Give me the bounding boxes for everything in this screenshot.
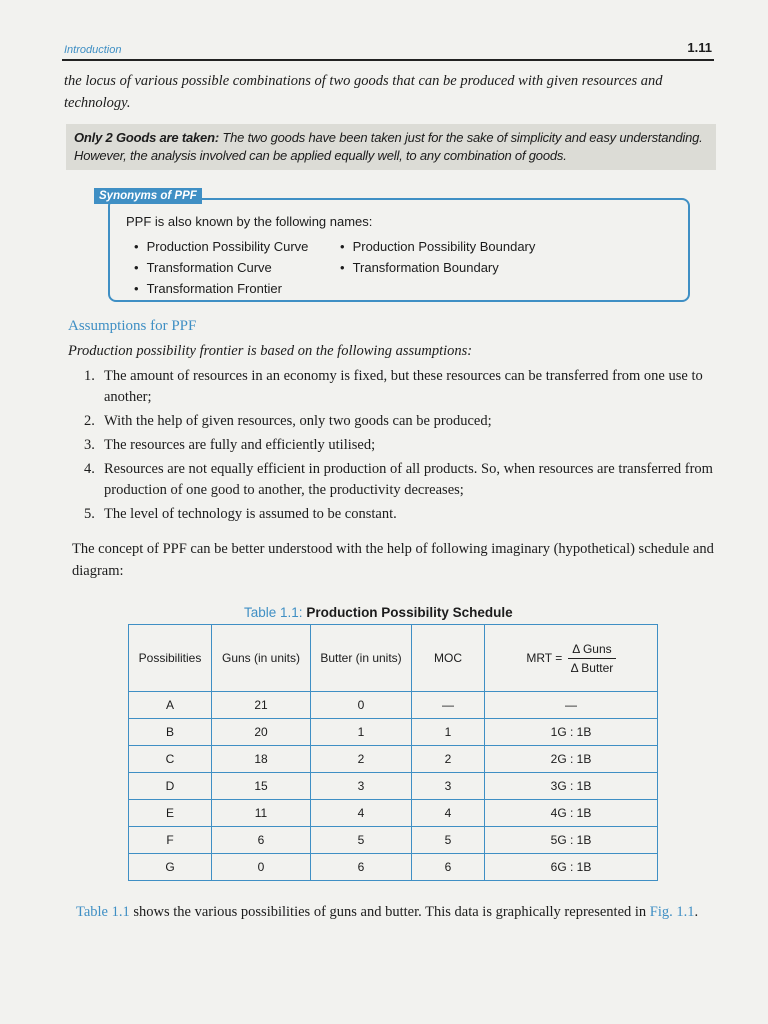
column-header: Guns (in units) — [212, 625, 311, 692]
list-number: 2. — [84, 413, 95, 429]
list-text: With the help of given resources, only two goods can be produced; — [104, 413, 492, 429]
list-item — [84, 411, 720, 432]
table-cell: F — [129, 827, 212, 854]
table-cell: 0 — [311, 692, 412, 719]
table-row — [129, 692, 658, 719]
header-rule — [62, 59, 714, 61]
table-cell: 2 — [412, 746, 485, 773]
mrt-label: MRT = — [526, 651, 563, 665]
table-cell: 2 — [311, 746, 412, 773]
list-number: 4. — [84, 461, 95, 477]
table-cell: D — [129, 773, 212, 800]
table-cell: 21 — [212, 692, 311, 719]
table-cell: 6 — [212, 827, 311, 854]
table-cell: 4 — [311, 800, 412, 827]
synonyms-intro: PPF is also known by the following names: — [126, 214, 373, 229]
list-text: The amount of resources in an economy is fixed, but these resources can be transferred from one use to another; — [104, 368, 703, 405]
column-header-mrt — [485, 625, 658, 692]
synonym-item: • Transformation Curve — [134, 260, 272, 275]
synonym-item: • Production Possibility Boundary — [340, 239, 535, 254]
column-header: Butter (in units) — [311, 625, 412, 692]
table-cell: 1 — [311, 719, 412, 746]
synonyms-tag: Synonyms of PPF — [94, 188, 202, 204]
mrt-numerator: Δ Guns — [568, 642, 615, 659]
table-cell: 3 — [311, 773, 412, 800]
list-text: The resources are fully and efficiently utilised; — [104, 437, 376, 453]
production-possibility-table — [128, 624, 658, 881]
section-heading: Assumptions for PPF — [68, 318, 197, 334]
list-item — [84, 435, 720, 456]
table-cell: 18 — [212, 746, 311, 773]
table-cell: 1G : 1B — [485, 719, 658, 746]
intro-paragraph: the locus of various possible combinations of two goods that can be produced with given resources and technology. — [64, 73, 663, 111]
table-caption-title: Production Possibility Schedule — [306, 605, 513, 620]
list-item — [84, 459, 720, 501]
table-cell: 6 — [412, 854, 485, 881]
list-number: 5. — [84, 506, 95, 522]
table-row — [129, 773, 658, 800]
closing-end: . — [694, 904, 699, 920]
list-number: 3. — [84, 437, 95, 453]
concept-paragraph: The concept of PPF can be better understood with the help of following imaginary (hypothetical) schedule and diagram: — [72, 541, 714, 579]
table-cell: 3 — [412, 773, 485, 800]
table-row — [129, 854, 658, 881]
mrt-denominator: Δ Butter — [570, 660, 614, 675]
figure-reference-link[interactable]: Fig. 1.1 — [649, 904, 695, 920]
table-cell: 4G : 1B — [485, 800, 658, 827]
table-cell: 15 — [212, 773, 311, 800]
table-cell: 6 — [311, 854, 412, 881]
table-caption — [244, 605, 513, 620]
table-cell: 5G : 1B — [485, 827, 658, 854]
table-row — [129, 827, 658, 854]
synonym-item: • Production Possibility Curve — [134, 239, 308, 254]
list-number: 1. — [84, 368, 95, 384]
assumptions-list — [84, 366, 720, 528]
table-cell: 3G : 1B — [485, 773, 658, 800]
column-header: Possibilities — [129, 625, 212, 692]
table-cell: — — [412, 692, 485, 719]
table-cell: 20 — [212, 719, 311, 746]
table-cell: — — [485, 692, 658, 719]
table-cell: 11 — [212, 800, 311, 827]
table-reference-link[interactable]: Table 1.1 — [76, 904, 130, 920]
note-box — [66, 124, 716, 170]
assumptions-lead: Production possibility frontier is based on the following assumptions: — [68, 343, 473, 359]
table-cell: A — [129, 692, 212, 719]
list-item — [84, 366, 720, 408]
list-text: Resources are not equally efficient in production of all products. So, when resources are transferred from production of one good to another, the productivity decreases; — [104, 461, 713, 498]
page-number: 1.11 — [687, 40, 712, 55]
list-text: The level of technology is assumed to be constant. — [104, 506, 397, 522]
synonym-item: • Transformation Frontier — [134, 281, 282, 296]
table-row — [129, 746, 658, 773]
table-row — [129, 800, 658, 827]
table-cell: E — [129, 800, 212, 827]
closing-paragraph — [76, 900, 724, 924]
synonym-item: • Transformation Boundary — [340, 260, 499, 275]
table-cell: 5 — [412, 827, 485, 854]
table-cell: G — [129, 854, 212, 881]
table-cell: 6G : 1B — [485, 854, 658, 881]
table-cell: 1 — [412, 719, 485, 746]
table-cell: 0 — [212, 854, 311, 881]
table-header-row — [129, 625, 658, 692]
column-header: MOC — [412, 625, 485, 692]
table-cell: 5 — [311, 827, 412, 854]
table-cell: C — [129, 746, 212, 773]
closing-text: shows the various possibilities of guns and butter. This data is graphically represented in — [129, 904, 650, 920]
table-row — [129, 719, 658, 746]
table-caption-label: Table 1.1: — [244, 605, 303, 620]
table-cell: B — [129, 719, 212, 746]
running-header-section: Introduction — [64, 44, 122, 56]
table-cell: 2G : 1B — [485, 746, 658, 773]
note-lead: Only 2 Goods are taken: — [74, 130, 219, 145]
note-text: The two goods have been taken just for the sake of simplicity and easy understanding. However, the analysis involved can be applied equally well, to any combination of goods. — [74, 130, 703, 163]
list-item — [84, 504, 720, 525]
table-cell: 4 — [412, 800, 485, 827]
